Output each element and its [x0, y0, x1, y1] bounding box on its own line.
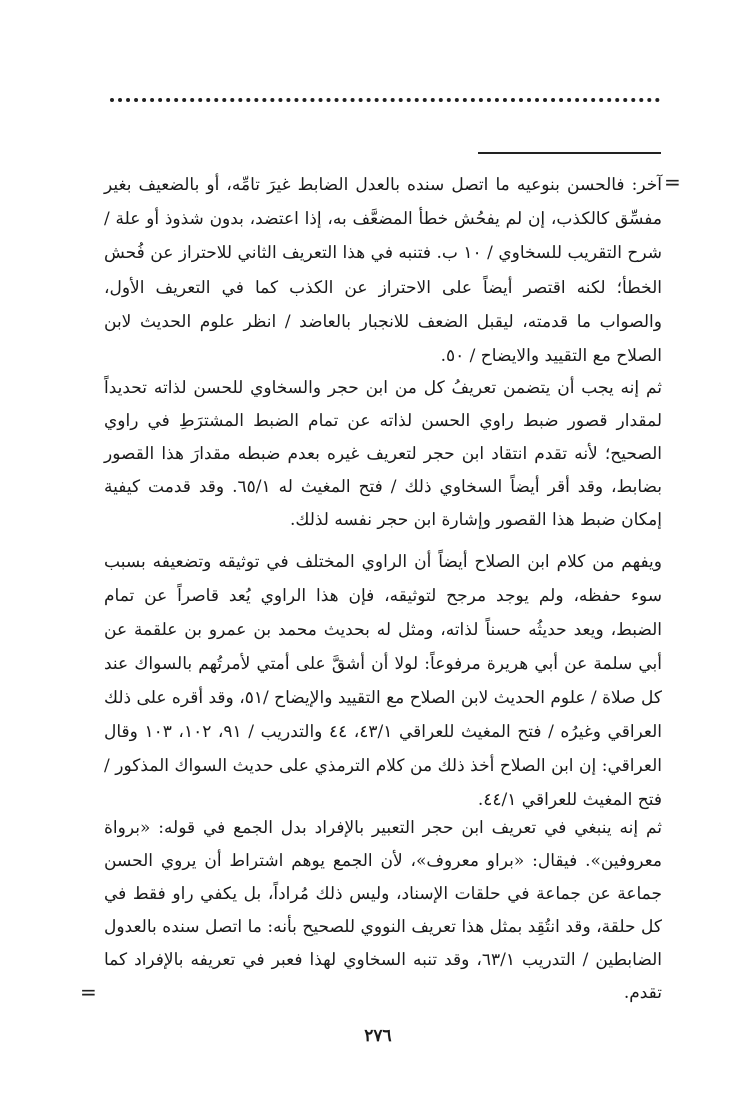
- footnote-separator-rule: [478, 152, 661, 154]
- footnote-continuation-marker-top: =: [664, 170, 681, 194]
- footnote-paragraph-ibn-salah: ويفهم من كلام ابن الصلاح أيضاً أن الراوي المختلف في توثيقه وتضعيفه بسبب سوء حفظه، ولم يوجد مرجح لتوثيقه، فإن هذا الراوي يُعد قاصراً عن تمام الضبط، ويعد حديثُه حسناً لذاته، ومثل له بحديث محمد بن عمرو بن علقمة عن أبي سلمة عن أبي هريرة مرفوعاً: لولا أن أشقَّ على أمتي لأمرتُهم بالسواك عند كل صلاة / علوم الحديث لابن الصلاح مع التقييد والإيضاح /٥١، وقد أقره على ذلك العراقي وغيرُه / فتح المغيث للعراقي ٤٣/١، ٤٤ والتدريب / ٩١، ١٠٢، ١٠٣ وقال العراقي: إن ابن الصلاح أخذ ذلك من كلام الترمذي على حديث السواك المذكور / فتح المغيث للعراقي ٤٤/١.: [104, 552, 663, 810]
- page-number: ٢٧٦: [364, 1026, 392, 1046]
- page-header-dotted-rule: [110, 98, 660, 102]
- footnote-continuation-marker-bottom: =: [80, 980, 97, 1004]
- footnote-paragraph-singular: ثم إنه ينبغي في تعريف ابن حجر التعبير بالإفراد بدل الجمع في قوله: «برواة معروفين». فيقال: «براو معروف»، لأن الجمع يوهم اشتراط أن يروي الحسن جماعة عن جماعة في حلقات الإسناد، وليس ذلك مُراداً، بل يكفي راو فقط في كل حلقة، وقد انتُقِد بمثل هذا تعريف النووي للصحيح بأنه: ما اتصل سنده بالعدول الضابطين / التدريب ٦٣/١، وقد تنبه السخاوي لهذا فعبر في تعريفه بالإفراد كما تقدم.: [104, 818, 662, 1003]
- footnote-paragraph-definition: ثم إنه يجب أن يتضمن تعريفُ كل من ابن حجر والسخاوي للحسن لذاته تحديداً لمقدار قصور ضبط راوي الحسن لذاته عن تمام الضبط المشترَطِ في راوي الصحيح؛ لأنه تقدم انتقاد ابن حجر لتعريف غيره بعدم ضبطه مقدارَ هذا القصور بضابط، وقد أقر أيضاً السخاوي ذلك / فتح المغيث له ٦٥/١. وقد قدمت كيفية إمكان ضبط هذا القصور وإشارة ابن حجر نفسه لذلك.: [104, 378, 663, 530]
- footnote-paragraph-continued: آخر: فالحسن بنوعيه ما اتصل سنده بالعدل الضابط غيرَ تامِّه، أو بالضعيف بغير مفسِّق كالكذب، إن لم يفحُش خطأ المضعَّف به، إذا اعتضد، بدون شذوذ أو علة / شرح التقريب للسخاوي / ١٠ ب. فتنبه في هذا التعريف الثاني للاحتراز عن فُحش الخطأ؛ لكنه اقتصر أيضاً على الاحتراز عن الكذب كما في التعريف الأول، والصواب ما قدمته، ليقبل الضعف للانجبار بالعاضد / انظر علوم الحديث لابن الصلاح مع التقييد والايضاح / ٥٠.: [104, 175, 662, 367]
